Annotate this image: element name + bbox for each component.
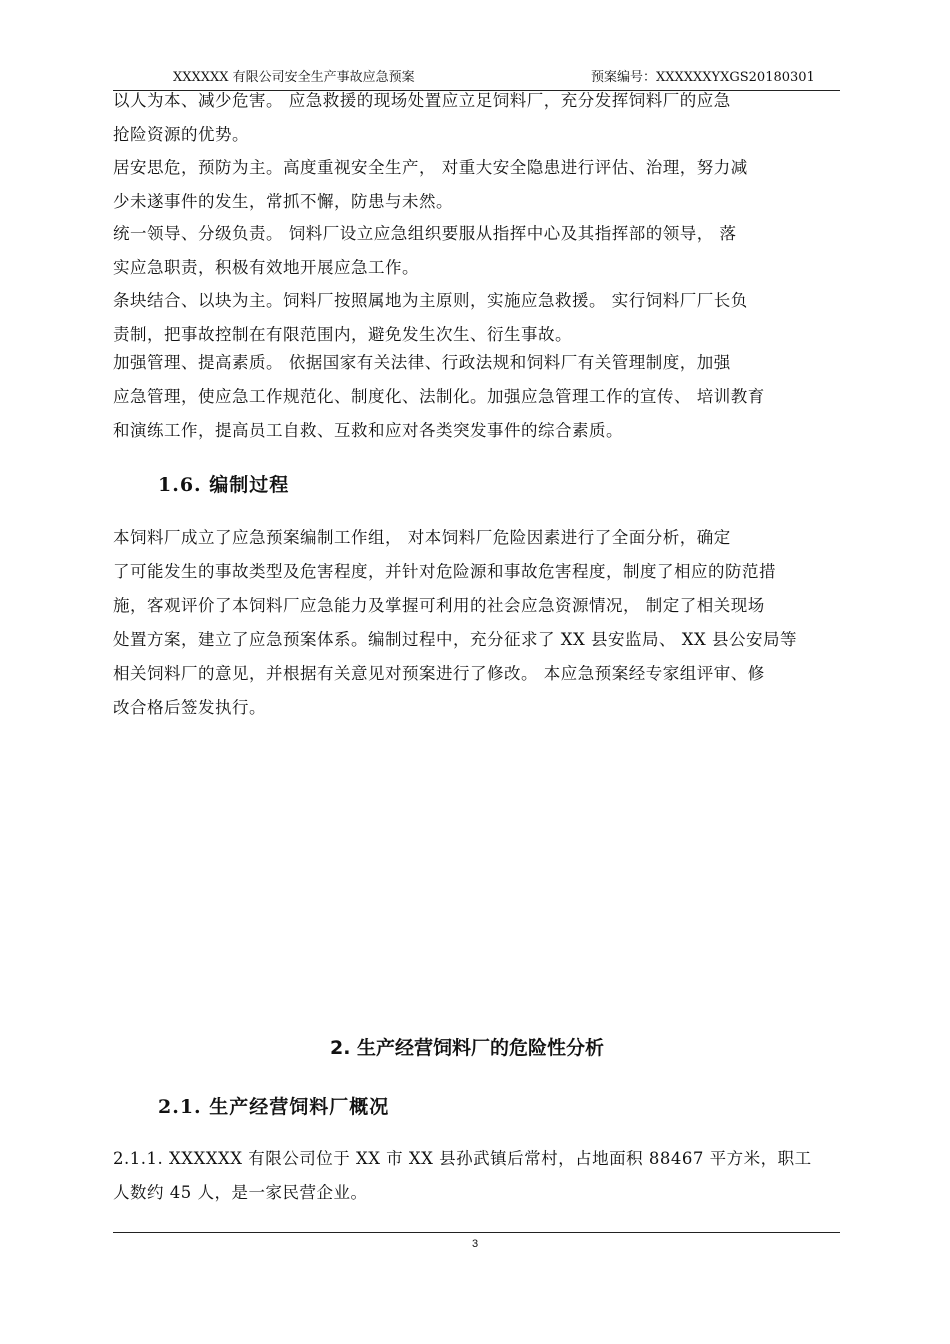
text-line: 相关饲料厂的意见，并根据有关意见对预案进行了修改。 本应急预案经专家组评审、修 [113,664,765,683]
chapter-heading-2: 2. 生产经营饲料厂的危险性分析 [330,1037,605,1059]
text-line: 少未遂事件的发生，常抓不懈，防患与未然。 [113,192,453,211]
text-line: 以人为本、减少危害。 应急救援的现场处置应立足饲料厂，充分发挥饲料厂的应急 [113,91,731,110]
text-line: 责制，把事故控制在有限范围内，避免发生次生、衍生事故。 [113,325,572,344]
text-line: 人数约 45 人，是一家民营企业。 [113,1183,368,1202]
text-line: 统一领导、分级负责。 饲料厂设立应急组织要服从指挥中心及其指挥部的领导， 落 [113,224,737,243]
text-line: 改合格后签发执行。 [113,698,266,717]
text-line: 实应急职责，积极有效地开展应急工作。 [113,258,419,277]
principle-paragraph [113,284,873,352]
text-line: 加强管理、提高素质。 依据国家有关法律、行政法规和饲料厂有关管理制度，加强 [113,353,731,372]
text-line: 抢险资源的优势。 [113,125,249,144]
section-1-6-paragraph [113,521,873,725]
text-line: 居安思危，预防为主。高度重视安全生产， 对重大安全隐患进行评估、治理，努力减 [113,158,748,177]
principle-paragraph [113,217,873,285]
principle-paragraph [113,346,873,448]
section-heading-1-6: 1.6. 编制过程 [158,474,290,496]
text-line: 2.1.1. XXXXXX 有限公司位于 XX 市 XX 县孙武镇后常村，占地面积 88467 平方米，职工 [113,1149,812,1168]
section-heading-2-1: 2.1. 生产经营饲料厂概况 [158,1096,390,1118]
text-line: 了可能发生的事故类型及危害程度，并针对危险源和事故危害程度，制度了相应的防范措 [113,562,776,581]
principle-paragraph [113,151,873,219]
text-line: 和演练工作，提高员工自救、互救和应对各类突发事件的综合素质。 [113,421,623,440]
text-line: 应急管理，使应急工作规范化、制度化、法制化。加强应急管理工作的宣传、 培训教育 [113,387,765,406]
text-line: 条块结合、以块为主。饲料厂按照属地为主原则，实施应急救援。 实行饲料厂厂长负 [113,291,748,310]
footer-divider [113,1232,840,1233]
plan-code: 预案编号：XXXXXXYXGS20180301 [591,70,815,85]
principle-paragraph [113,84,873,152]
document-title: XXXXXX 有限公司安全生产事故应急预案 [173,70,415,85]
page-number: 3 [471,1238,479,1250]
text-line: 处置方案，建立了应急预案体系。编制过程中，充分征求了 XX 县安监局、 XX 县公安局等 [113,630,797,649]
text-line: 本饲料厂成立了应急预案编制工作组， 对本饲料厂危险因素进行了全面分析，确定 [113,528,731,547]
section-2-1-paragraph [113,1142,873,1210]
text-line: 施，客观评价了本饲料厂应急能力及掌握可利用的社会应急资源情况， 制定了相关现场 [113,596,765,615]
